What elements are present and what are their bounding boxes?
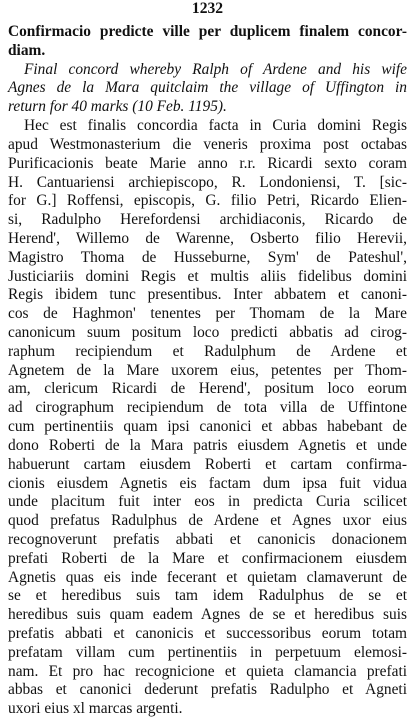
body-line: prefati Roberti de la Mare et confirmacionem eiusdem [8, 549, 407, 567]
body-line: am, clericum Ricardi de Herend', positum loco eorum [8, 380, 407, 398]
body-line: Agnetem de la Mare uxorem eius, petentes per Thom- [8, 361, 407, 379]
body-line: Purificacionis beate Marie anno r.r. Ricardi sexto coram [8, 154, 407, 172]
body-line: ad cirographum recipiendum de tota villa de Uffintone [8, 399, 407, 417]
body-line: unde placitum fuit inter eos in predicta Curia scilicet [8, 493, 407, 511]
body-line: quod prefatus Radulphus de Ardene et Agnes uxor eius [8, 512, 407, 530]
summary-line: Agnes de la Mara quitclaim the village of Uffington in [8, 79, 407, 97]
body-line: apud Westmonasterium die veneris proxima post octabas [8, 135, 407, 153]
summary-line: Final concord whereby Ralph of Ardene and his wife [24, 60, 407, 78]
body-line: dono Roberti de la Mara patris eiusdem Agnetis et unde [8, 436, 407, 454]
body-line: raphum recipiendum et Radulphum de Ardene et [8, 342, 407, 360]
body-line: Hec est finalis concordia facta in Curia domini Regis [24, 117, 407, 135]
body-line: abbas et canonici dederunt prefatis Radulpho et Agneti [8, 681, 407, 699]
body-line: Herend', Willemo de Warenne, Osberto filio Herevii, [8, 229, 407, 247]
page-number: 1232 [191, 0, 224, 17]
heading-line: diam. [8, 41, 46, 59]
body-line: Agnetis quas eis inde fecerant et quietam clamaverunt de [8, 568, 407, 586]
summary-line: return for 40 marks (10 Feb. 1195). [8, 98, 227, 116]
body-line: habuerunt cartam eiusdem Roberti et cartam confirma- [8, 455, 407, 473]
body-line: cum pertinentiis quam ipsi canonici et abbas habebant de [8, 418, 407, 435]
body-line: se et heredibus suis tam idem Radulphus de se et [8, 587, 407, 605]
body-line: for G.] Roffensi, episcopis, G. filio Petri, Ricardo Elien- [8, 192, 407, 210]
body-line: H. Cantuariensi archiepiscopo, R. Londoniensi, T. [sic- [8, 173, 407, 191]
body-line: cos de Haghmon' tenentes per Thomam de la Mare [8, 305, 407, 323]
body-line: heredibus suis quam eadem Agnes de se et heredibus suis [8, 606, 407, 624]
body-line: uxori eius xl marcas argenti. [8, 700, 183, 718]
body-line: prefatis abbati et canonicis et successoribus eorum totam [8, 624, 407, 642]
body-line: Regis ibidem tunc presentibus. Inter abbatem et canoni- [8, 286, 407, 304]
heading-line: Confirmacio predicte ville per duplicem finalem concor- [8, 23, 407, 40]
body-line: Justiciariis domini Regis et multis aliis fidelibus domini [8, 267, 407, 285]
body-line: prefatam villam cum pertinentiis in perpetuum elemosi- [8, 643, 407, 661]
body-line: si, Radulpho Herefordensi archidiaconis, Ricardo de [8, 211, 407, 229]
body-line: nam. Et pro hac recognicione et quieta clamancia prefati [8, 662, 407, 680]
body-line: cionis eiusdem Agnetis eis factam dum ipsa fuit vidua [8, 474, 407, 492]
body-line: canonicum suum positum loco predicti abbatis ad cirog- [8, 324, 407, 341]
body-line: recognoverunt prefatis abbati et canonicis donacionem [8, 530, 407, 548]
body-line: Magistro Thoma de Husseburne, Sym' de Pateshul', [8, 248, 407, 266]
